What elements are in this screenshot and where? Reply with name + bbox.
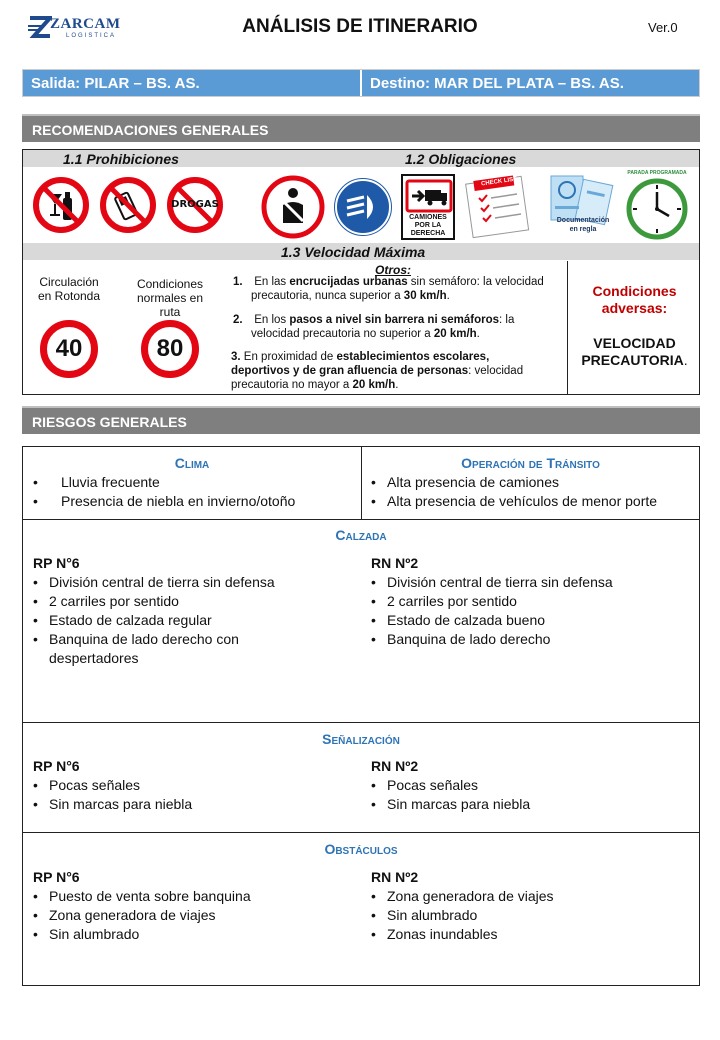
list-item: • Sin alumbrado — [369, 906, 689, 925]
list-item: • Banquina de lado derecho — [369, 630, 689, 649]
list-item: • Estado de calzada regular — [31, 611, 311, 630]
ruta-label: Condiciones normales en ruta — [136, 277, 204, 319]
calzada-rp-list — [31, 573, 311, 668]
list-item: • Estado de calzada bueno — [369, 611, 689, 630]
senalizacion-title: Señalización — [322, 731, 400, 747]
logo-brand: ZARCAM — [50, 16, 121, 32]
velocidad-title: 1.3 Velocidad Máxima — [281, 244, 426, 260]
documentacion-label: Documentación — [556, 217, 610, 224]
parada-label: PARADA PROGRAMADA — [627, 170, 687, 176]
checklist-label: CHECK LIST — [480, 176, 518, 188]
prohibiciones-title: 1.1 Prohibiciones — [63, 151, 179, 167]
calzada-title: Calzada — [335, 527, 387, 543]
adverse-conditions-title: Condiciones adversas: — [592, 283, 677, 316]
camiones-label-3: DERECHA — [410, 230, 446, 237]
trucks-right-sign — [401, 174, 455, 240]
obstaculos-rn-list — [369, 887, 689, 944]
obstaculos-rp-name: RP N°6 — [33, 869, 80, 885]
camiones-label-2: POR LA — [414, 222, 442, 229]
list-item: • Sin alumbrado — [31, 925, 321, 944]
senalizacion-rp-name: RP N°6 — [33, 758, 80, 774]
checklist-icon — [465, 174, 531, 238]
no-alcohol-icon — [32, 176, 90, 234]
otros-item-2: 2. En los pasos a nivel sin barrera ni semáforos: la velocidad precautoria no superior a 20 km/h. — [233, 314, 515, 340]
obstaculos-title: Obstáculos — [324, 841, 398, 857]
operacion-list — [369, 473, 699, 511]
calzada-rn-name: RN Nº2 — [371, 555, 419, 571]
clima-list — [31, 473, 356, 511]
obstaculos-rn-name: RN Nº2 — [371, 869, 419, 885]
adverse-conditions-box — [567, 261, 700, 394]
seatbelt-icon — [261, 175, 325, 239]
route-bar — [22, 69, 700, 97]
documentacion-label-2: en regla — [569, 226, 597, 233]
clima-title: Clima — [174, 455, 210, 471]
recomendaciones-box — [22, 149, 700, 395]
list-item: • Presencia de niebla en invierno/otoño — [31, 492, 356, 511]
list-item: • Pocas señales — [31, 776, 311, 795]
list-item: • Sin marcas para niebla — [31, 795, 311, 814]
otros-item-1: 1. En las encrucijadas urbanas sin semáforo: la velocidad precautoria, nunca superior a 30 km/h. — [233, 276, 544, 302]
calzada-rn-list — [369, 573, 689, 649]
drogas-label: DROGAS — [171, 199, 219, 210]
senalizacion-rn-name: RN Nº2 — [371, 758, 419, 774]
list-item: • Alta presencia de vehículos de menor porte — [369, 492, 699, 511]
scheduled-stop-icon — [625, 170, 689, 240]
list-item: • Alta presencia de camiones — [369, 473, 699, 492]
riesgos-table — [22, 446, 700, 986]
otros-item-3: 3. En proximidad de establecimientos escolares, deportivos y de gran afluencia de personas: velocidad precautoria no mayor a 20 km/h. — [231, 351, 524, 391]
route-origin: Salida: PILAR – BS. AS. — [31, 75, 200, 92]
headlights-icon — [331, 175, 395, 239]
list-item: • Banquina de lado derecho con despertadores — [31, 630, 311, 668]
calzada-rp-name: RP N°6 — [33, 555, 80, 571]
clock-icon — [625, 178, 689, 240]
route-destination: Destino: MAR DEL PLATA – BS. AS. — [360, 70, 699, 96]
speed-sign-80: 80 — [141, 320, 199, 378]
senalizacion-rp-list — [31, 776, 311, 814]
truck-icon — [404, 178, 454, 214]
obligaciones-title: 1.2 Obligaciones — [405, 151, 517, 167]
list-item: • 2 carriles por sentido — [31, 592, 311, 611]
prohibiciones-obligaciones-header — [23, 150, 699, 167]
operacion-title: Operación de Tránsito — [461, 455, 600, 471]
list-item: • División central de tierra sin defensa — [31, 573, 311, 592]
velocidad-header — [23, 243, 699, 260]
list-item: • Lluvia frecuente — [31, 473, 356, 492]
list-item: • Zonas inundables — [369, 925, 689, 944]
list-item: • Pocas señales — [369, 776, 689, 795]
list-item: • Zona generadora de viajes — [369, 887, 689, 906]
document-title: ANÁLISIS DE ITINERARIO — [242, 16, 478, 37]
senalizacion-rn-list — [369, 776, 689, 814]
adverse-conditions-value: VELOCIDAD PRECAUTORIA. — [581, 335, 688, 368]
list-item: • 2 carriles por sentido — [369, 592, 689, 611]
list-item: • División central de tierra sin defensa — [369, 573, 689, 592]
recomendaciones-header: RECOMENDACIONES GENERALES — [22, 114, 700, 142]
no-phone-icon — [99, 176, 157, 234]
obstaculos-rp-list — [31, 887, 321, 944]
logo-sub: LOGISTICA — [66, 33, 117, 39]
list-item: • Zona generadora de viajes — [31, 906, 321, 925]
list-item: • Sin marcas para niebla — [369, 795, 689, 814]
riesgos-header: RIESGOS GENERALES — [22, 406, 700, 434]
list-item: • Puesto de venta sobre banquina — [31, 887, 321, 906]
documents-icon — [549, 172, 615, 240]
camiones-label-1: CAMIONES — [409, 214, 447, 221]
speed-sign-40: 40 — [40, 320, 98, 378]
otros-title: Otros: — [375, 263, 411, 277]
rotonda-label: Circulación en Rotonda — [37, 275, 101, 303]
version-label: Ver.0 — [648, 20, 678, 35]
